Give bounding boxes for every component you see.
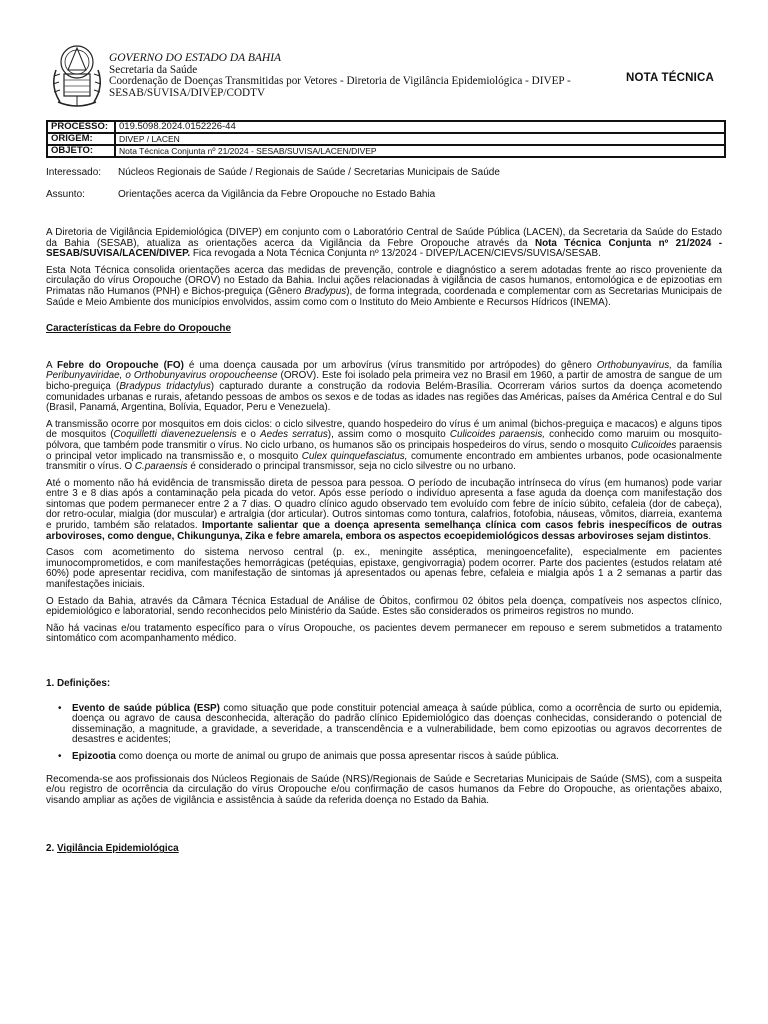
origin-value: DIVEP / LACEN: [115, 133, 725, 145]
text-run: A transmissão ocorre por mosquitos em dois ciclos: o ciclo silvestre, quando hospedeiro do vírus é um animal (bichos-preguiça e macacos) e alguns tipos de mosquitos (: [46, 418, 722, 441]
interessado-label: Interessado:: [46, 167, 102, 178]
caract-paragraph-1: [46, 361, 722, 414]
table-row: [47, 133, 725, 145]
list-item: [46, 704, 722, 746]
table-row: [47, 145, 725, 157]
section-heading-vigilancia: [46, 844, 722, 855]
text-run: Esta Nota Técnica consolida orientações acerca das medidas de prevenção, controle e diagnóstico a serem adotadas frente ao risco proveniente da circulação do vírus Oropouche (OROV) no Estado da Bahia. Inclui ações relacionadas à vigilância de casos humanos, entomológica e de epizootias em Primatas não Humanos (PNH) e Bichos-preguiça (Gênero: [46, 264, 722, 297]
definitions-list: [46, 704, 722, 763]
document-type-title: NOTA TÉCNICA: [626, 72, 715, 84]
definition-term: Epizootia: [72, 750, 116, 762]
assunto-label: Assunto:: [46, 189, 85, 200]
text-run: Peribunyaviridae, o Orthobunyavirus oropoucheense: [46, 370, 278, 382]
definition-text: como situação que pode constituir potencial ameaça à saúde pública, como a ocorrência de surto ou epidemia, doença ou agravo de causa desconhecida, alteração do padrão clínico Epidemiológico das doenças conhecidas, considerando o potencial de disseminação, a magnitude, a gravidade, a severidade, a transcendência e a vulnerabilidade, bem como epizootias ou agravos decorrentes de desastres e acidentes;: [72, 702, 722, 746]
process-table: [46, 120, 726, 158]
text-run: Culicoides paraensis,: [449, 429, 546, 441]
intro-paragraph-1: [46, 228, 722, 260]
caract-paragraph-4: Casos com acometimento do sistema nervoso central (p. ex., meningite asséptica, meningoencefalite), especialmente em pacientes imunocomprometidos, e com manifestações hemorrágicas (petéquias, epistaxe, gengivorragia) podem ocorrer. Parte dos pacientes (estudos relatam até 60%) pode apresentar recidiva, com manifestação de sintomas já apresentados ou apenas febre, cefaleia e mialgia após 1 a 2 semanas a partir das manifestações iniciais.: [46, 547, 722, 591]
text-run: conhecido como maruim ou mosquito-pólvora, que também pode transmitir o vírus. No ciclo urbano, os humanos são os principais hospedeiros do vírus, sendo o mosquito: [46, 429, 722, 451]
text-run: Aedes serratus: [260, 429, 328, 441]
list-item: [46, 752, 722, 763]
caract-paragraph-6: Não há vacinas e/ou tratamento específico para o vírus Oropouche, os pacientes devem permanecer em repouso e serem submetidos a tratamento sintomático com acompanhamento médico.: [46, 622, 722, 645]
text-run: Fica revogada a Nota Técnica Conjunta nº 13/2024 - DIVEP/LACEN/CIEVS/SUVISA/SESAB.: [190, 248, 601, 260]
table-row: [47, 121, 725, 133]
text-run: Orthobunyavirus,: [596, 359, 672, 371]
bullet-icon: •: [58, 750, 62, 762]
bullet-icon: •: [58, 702, 62, 714]
section-heading-caracteristicas: [46, 324, 722, 335]
text-run: comumente encontrado em ambientes urbanos, pode ocasionalmente transmitir o vírus. O: [46, 450, 722, 473]
text-run: Febre do Oropouche (FO): [57, 359, 184, 371]
text-run: A Diretoria de Vigilância Epidemiológica (DIVEP) em conjunto com o Laboratório Central de Saúde Pública (LACEN), da Secretaria da Saúde do Estado da Bahia (SESAB), atualiza as orientações acerca da Vigilância da Febre Oropouche através da: [46, 227, 722, 249]
text-run: paraensis o principal vetor implicado na transmissão e, o mosquito: [46, 439, 722, 462]
text-run: .: [708, 530, 712, 542]
section-number: 2.: [46, 843, 57, 855]
caract-paragraph-2: [46, 420, 722, 473]
origin-key: ORIGEM:: [47, 133, 115, 145]
caract-paragraph-3: [46, 479, 722, 543]
text-run: Coquilletti diavenezuelensis: [113, 429, 237, 441]
text-run: é uma doença causada por um arbovírus (vírus transmitido por artrópodes) do gênero: [183, 359, 597, 371]
process-value: 019.5098.2024.0152226-44: [115, 121, 725, 133]
section-heading: Características da Febre do Oropouche: [46, 323, 231, 335]
text-run: A: [46, 359, 58, 371]
government-title: GOVERNO DO ESTADO DA BAHIA: [109, 52, 282, 64]
object-key: OBJETO:: [47, 145, 115, 157]
body-text: [46, 228, 722, 861]
text-run: ), assim como o mosquito: [327, 429, 450, 441]
assunto-value: Orientações acerca da Vigilância da Febre Oropouche no Estado Bahia: [118, 189, 436, 200]
bahia-coat-of-arms-icon: [46, 40, 108, 112]
section-heading-definicoes: 1. Definições:: [46, 678, 111, 689]
interessado-value: Núcleos Regionais de Saúde / Regionais de Saúde / Secretarias Municipais de Saúde: [118, 167, 500, 178]
text-run: C.paraensis: [134, 461, 188, 473]
text-run: ), de forma integrada, coordenada e complementar com as Secretarias Municipais de Saúde e Meio Ambiente dos municípios envolvidos, assim como com o Instituto do Meio Ambiente e Recursos Hídricos (INEMA).: [46, 285, 722, 308]
section-title: Vigilância Epidemiológica: [56, 843, 179, 855]
text-run: ) capturado durante a construção da rodovia Belém-Brasília. Ocorreram vários surtos da doença acometendo comunidades urbanas e rurais, afetando pessoas de ambos os sexos e de todas as idades nas regiões das Américas, países da América Central e do Sul (Brasil, Panamá, Argentina, Bolívia, Equador, Peru e Venezuela).: [46, 380, 723, 414]
coordenacao-line: Coordenação de Doenças Transmitidas por Vetores - Diretoria de Vigilância Epidemiológica - DIVEP -: [109, 75, 571, 87]
text-run: Bradypus: [304, 285, 347, 297]
definition-text: como doença ou morte de animal ou grupo de animais que possa apresentar riscos à saúde pública.: [115, 750, 559, 762]
caract-paragraph-5: O Estado da Bahia, através da Câmara Técnica Estadual de Análise de Óbitos, confirmou 02 óbitos pela doença, compatíveis nos aspectos clínico, epidemiológico e laboratorial, sendo reconhecidos pelo Ministério da Saúde. Estes são considerados os primeiros registros no mundo.: [46, 595, 722, 618]
text-run: da família: [671, 359, 722, 371]
secretaria-line: Secretaria da Saúde: [109, 63, 198, 76]
text-run: (OROV). Este foi isolado pela primeira vez no Brasil em 1960, a partir de amostra de sangue de um bicho-preguiça (: [46, 370, 722, 392]
intro-paragraph-2: [46, 266, 722, 308]
text-run: Culex quinquefasciatus,: [301, 450, 408, 462]
text-run: Importante salientar que a doença apresenta semelhança clínica com casos febris inespecíficos de outras arboviroses, como dengue, Chikungunya, Zika e febre amarela, embora os aspectos ecoepidemiológicos dessas arboviroses sejam distintos: [46, 520, 722, 542]
assunto-line: [46, 189, 435, 200]
interessado-line: [46, 167, 500, 178]
text-run: Até o momento não há evidência de transmissão direta de pessoa para pessoa. O período de incubação intrínseca do vírus (em humanos) pode variar entre 3 e 8 dias após a contaminação pela picada do vetor. Após esse período o indivíduo apresenta a fase aguda da doença com manifestação dos sintomas que podem permanecer entre 2 a 7 dias. O quadro clínico agudo observado tem evoluído com febre de início súbito, cefaleia (dor de cabeça), dor retro-ocular, mialgia (dor muscular) e artralgia (dor articular). Outros sintomas como tontura, calafrios, fotofobia, náuseas, vômitos, diarreia, exantema e prurido, também são relatados.: [46, 477, 722, 532]
object-value: Nota Técnica Conjunta nº 21/2024 - SESAB/SUVISA/LACEN/DIVEP: [115, 145, 725, 157]
sigla-line: SESAB/SUVISA/DIVEP/CODTV: [109, 86, 266, 99]
text-run: é considerado o principal transmissor, seja no ciclo silvestre ou no urbano.: [187, 461, 516, 473]
text-run: Bradypus tridactylus: [119, 380, 211, 392]
header-block: [109, 53, 579, 99]
process-key: PROCESSO:: [47, 121, 115, 133]
text-run: Culicoides: [630, 439, 677, 451]
recommendation-paragraph: Recomenda-se aos profissionais dos Núcleos Regionais de Saúde (NRS)/Regionais de Saúde e Secretarias Municipais de Saúde (SMS), com a suspeita e/ou registro de ocorrência da circulação do vírus Oropouche e/ou confirmação de casos humanos da Febre do Oropouche, as orientações abaixo, visando ampliar as ações de vigilância e assistência à saúde da referida doença no Estado da Bahia.: [46, 773, 722, 806]
text-run: e o: [236, 429, 261, 441]
text-run: Nota Técnica Conjunta nº 21/2024 - SESAB/SUVISA/LACEN/DIVEP.: [46, 237, 722, 260]
definition-term: Evento de saúde pública (ESP): [72, 702, 220, 714]
